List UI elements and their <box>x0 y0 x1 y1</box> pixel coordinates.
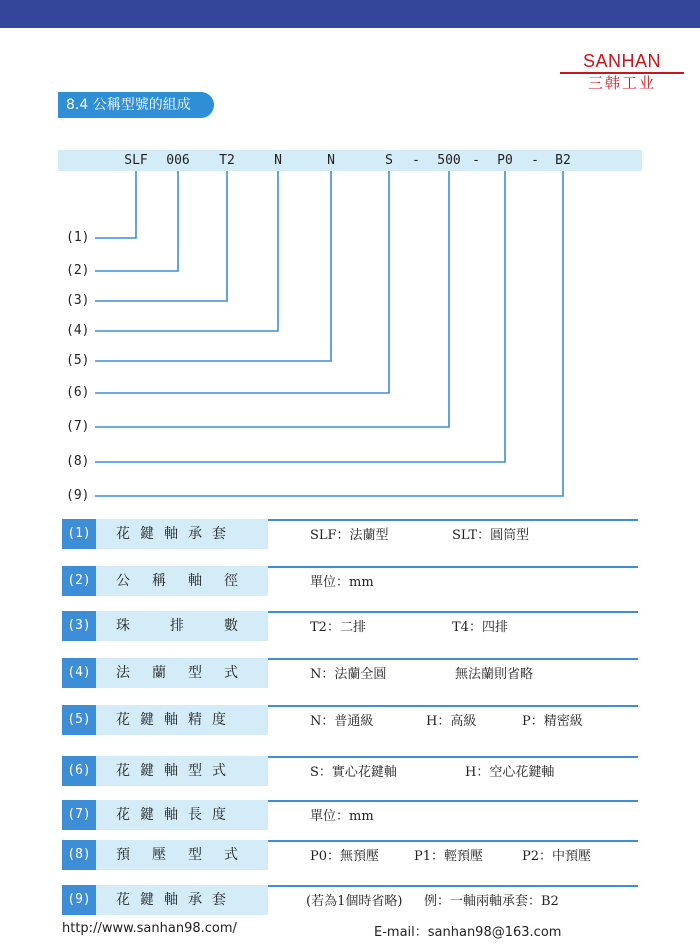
brand-logo <box>560 51 684 92</box>
table-row-7 <box>62 800 638 830</box>
table-row-2 <box>62 566 638 596</box>
row-label: 法蘭型式 <box>96 658 268 688</box>
row-value: N：法蘭全圓 <box>310 667 387 682</box>
connector-line-5 <box>95 171 331 361</box>
row-divider <box>268 756 638 758</box>
callout-6: (6) <box>66 385 90 400</box>
connector-line-2 <box>95 171 178 271</box>
code-segment-6: S <box>385 153 393 168</box>
row-divider <box>268 611 638 613</box>
code-dash-3: - <box>531 153 539 168</box>
table-row-3 <box>62 611 638 641</box>
callout-9: (9) <box>66 488 90 503</box>
code-dash-1: - <box>412 153 420 168</box>
callout-5: (5) <box>66 353 90 368</box>
code-segment-4: N <box>274 153 282 168</box>
row-number: (2) <box>62 566 96 596</box>
table-row-1 <box>62 519 638 549</box>
connector-line-3 <box>95 171 227 301</box>
connector-line-4 <box>95 171 278 331</box>
row-number: (3) <box>62 611 96 641</box>
row-number: (9) <box>62 885 96 915</box>
connector-line-8 <box>95 171 505 462</box>
callout-2: (2) <box>66 263 90 278</box>
callout-7: (7) <box>66 419 90 434</box>
row-label: 預壓型式 <box>96 840 268 870</box>
section-title: 8.4 公稱型號的組成 <box>58 92 214 118</box>
row-label: 花鍵軸承套 <box>96 885 268 915</box>
row-value: P：精密級 <box>522 714 583 729</box>
row-value: 單位：mm <box>310 575 374 590</box>
row-value: 例：一軸兩軸承套：B2 <box>424 894 559 909</box>
callout-1: (1) <box>66 230 90 245</box>
connector-line-9 <box>95 171 563 496</box>
row-value: P1：輕預壓 <box>414 849 484 864</box>
callout-3: (3) <box>66 293 90 308</box>
row-value: 無法蘭則省略 <box>455 667 534 682</box>
row-value: P2：中預壓 <box>522 849 592 864</box>
code-dash-2: - <box>472 153 480 168</box>
connector-line-7 <box>95 171 449 427</box>
row-value: N：普通級 <box>310 714 374 729</box>
row-number: (6) <box>62 756 96 786</box>
row-number: (5) <box>62 705 96 735</box>
callout-8: (8) <box>66 454 90 469</box>
row-value: P0：無預壓 <box>310 849 380 864</box>
row-divider <box>268 566 638 568</box>
website-link[interactable]: http://www.sanhan98.com/ <box>62 921 237 936</box>
row-value: T4：四排 <box>452 620 508 635</box>
code-segment-2: 006 <box>166 153 190 168</box>
table-row-8 <box>62 840 638 870</box>
row-number: (4) <box>62 658 96 688</box>
row-value: H：空心花鍵軸 <box>465 765 555 780</box>
email-link[interactable]: E-mail：sanhan98@163.com <box>374 925 562 940</box>
top-bar <box>0 0 700 28</box>
row-value: (若為1個時省略) <box>306 894 403 909</box>
brand-name-en: SANHAN <box>582 51 661 71</box>
row-value: S：實心花鍵軸 <box>310 765 397 780</box>
brand-name-cn: 三韩工业 <box>587 74 656 92</box>
row-label: 花鍵軸型式 <box>96 756 268 786</box>
row-divider <box>268 800 638 802</box>
row-number: (1) <box>62 519 96 549</box>
row-divider <box>268 658 638 660</box>
row-label: 花鍵軸承套 <box>96 519 268 549</box>
row-label: 花鍵軸長度 <box>96 800 268 830</box>
table-row-6 <box>62 756 638 786</box>
row-value: SLF：法蘭型 <box>310 528 389 543</box>
brand-underline <box>560 72 684 74</box>
connector-line-1 <box>95 171 136 238</box>
row-divider <box>268 519 638 521</box>
connector-line-6 <box>95 171 389 393</box>
row-label: 花鍵軸精度 <box>96 705 268 735</box>
row-value: 單位：mm <box>310 809 374 824</box>
table-row-5 <box>62 705 638 735</box>
row-label: 公稱軸徑 <box>96 566 268 596</box>
callout-4: (4) <box>66 323 90 338</box>
table-row-4 <box>62 658 638 688</box>
row-divider <box>268 705 638 707</box>
row-label: 珠排數 <box>96 611 268 641</box>
row-number: (8) <box>62 840 96 870</box>
row-value: SLT：圓筒型 <box>452 528 530 543</box>
code-segment-8: P0 <box>497 153 513 168</box>
code-segment-5: N <box>327 153 335 168</box>
table-row-9 <box>62 885 638 915</box>
row-divider <box>268 885 638 887</box>
row-divider <box>268 840 638 842</box>
row-value: H：高級 <box>426 714 477 729</box>
code-segment-1: SLF <box>124 153 148 168</box>
row-number: (7) <box>62 800 96 830</box>
code-segment-7: 500 <box>437 153 461 168</box>
code-segment-9: B2 <box>555 153 571 168</box>
row-value: T2：二排 <box>310 620 366 635</box>
code-segment-3: T2 <box>219 153 235 168</box>
